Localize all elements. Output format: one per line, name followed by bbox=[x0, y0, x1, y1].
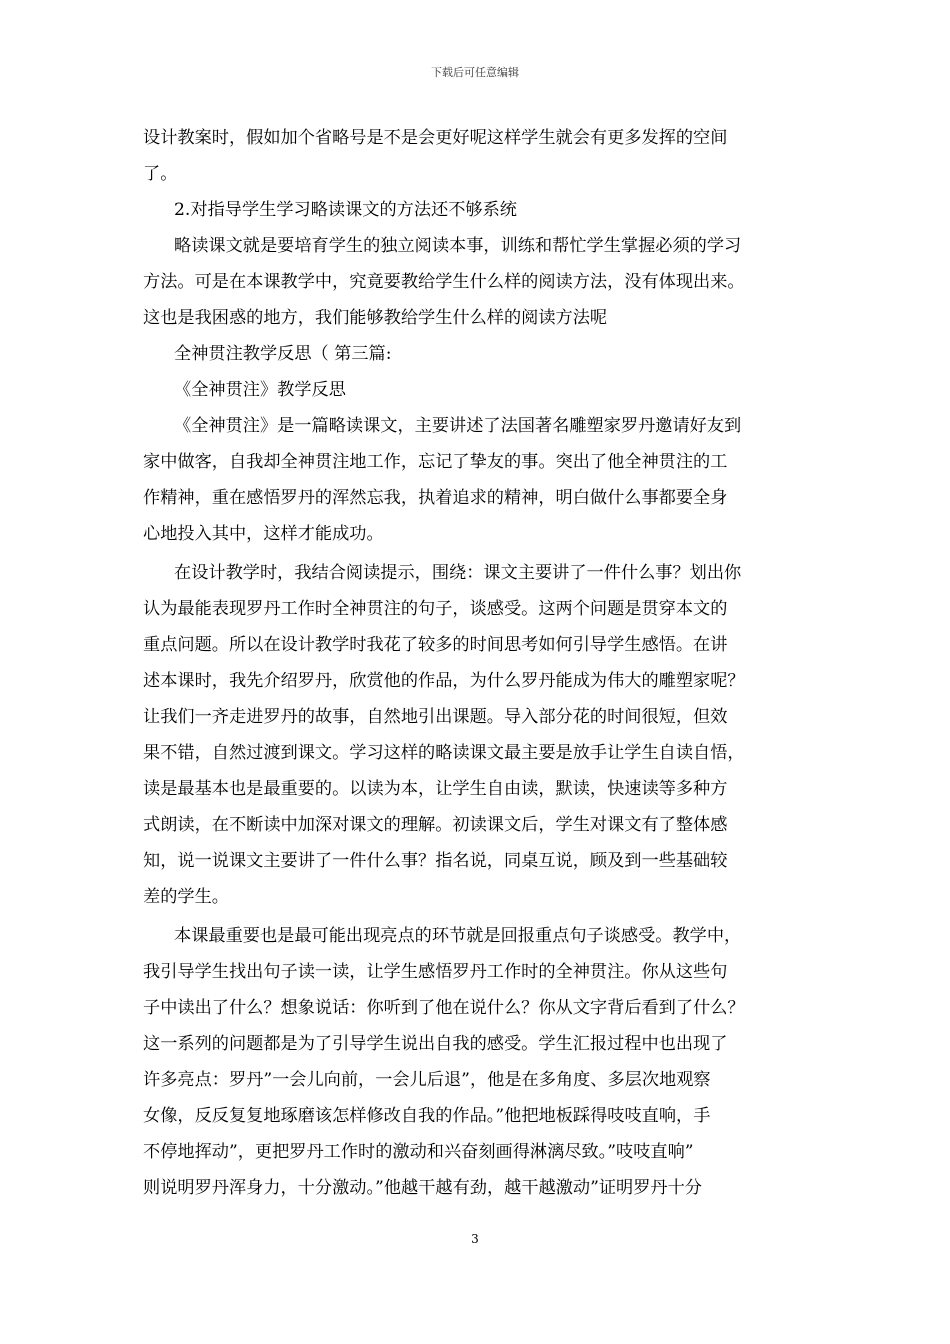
text-line: 许多亮点：罗丹”一会儿向前，一会儿后退”，他是在多角度、多层次地观察 bbox=[143, 1070, 711, 1090]
text-line: 式朗读，在不断读中加深对课文的理解。初读课文后，学生对课文有了整体感 bbox=[143, 815, 728, 835]
page-number: 3 bbox=[471, 1232, 479, 1246]
text-line: 《全神贯注》教学反思 bbox=[174, 380, 346, 400]
page-header: 下载后可任意编辑 bbox=[431, 66, 519, 79]
text-line: 这一系列的问题都是为了引导学生说出自我的感受。学生汇报过程中也出现了 bbox=[143, 1034, 728, 1054]
text-line: 在设计教学时，我结合阅读提示，围绕：课文主要讲了一件什么事？划出你 bbox=[174, 563, 742, 583]
text-line: 女像，反反复复地琢磨该怎样修改自我的作品。”他把地板踩得吱吱直响，手 bbox=[143, 1106, 711, 1126]
text-line: 这也是我困惑的地方，我们能够教给学生什么样的阅读方法呢 bbox=[143, 308, 608, 328]
text-line: 则说明罗丹浑身力，十分激动。”他越干越有劲，越干越激动”证明罗丹十分 bbox=[143, 1178, 702, 1198]
text-line: 家中做客，自我却全神贯注地工作，忘记了挚友的事。突出了他全神贯注的工 bbox=[143, 452, 728, 472]
text-line: 认为最能表现罗丹工作时全神贯注的句子，谈感受。这两个问题是贯穿本文的 bbox=[143, 599, 728, 619]
text-line: 了。 bbox=[143, 164, 178, 184]
text-line: 差的学生。 bbox=[143, 887, 229, 907]
text-line: 子中读出了什么？想象说话：你听到了他在说什么？你从文字背后看到了什么？ bbox=[143, 998, 745, 1018]
text-line: 本课最重要也是最可能出现亮点的环节就是回报重点句子谈感受。教学中， bbox=[174, 926, 742, 946]
text-line: 我引导学生找出句子读一读，让学生感悟罗丹工作时的全神贯注。你从这些句 bbox=[143, 962, 728, 982]
text-line: 方法。可是在本课教学中，究竟要教给学生什么样的阅读方法，没有体现出来。 bbox=[143, 272, 745, 292]
text-line: 2.对指导学生学习略读课文的方法还不够系统 bbox=[174, 200, 517, 220]
text-line: 《全神贯注》是一篇略读课文，主要讲述了法国著名雕塑家罗丹邀请好友到 bbox=[174, 416, 742, 436]
text-line: 果不错，自然过渡到课文。学习这样的略读课文最主要是放手让学生自读自悟， bbox=[143, 743, 745, 763]
text-line: 略读课文就是要培育学生的独立阅读本事，训练和帮忙学生掌握必须的学习 bbox=[174, 236, 742, 256]
text-line: 心地投入其中，这样才能成功。 bbox=[143, 524, 384, 544]
text-line: 知，说一说课文主要讲了一件什么事？指名说，同桌互说，顾及到一些基础较 bbox=[143, 851, 728, 871]
text-line: 让我们一齐走进罗丹的故事，自然地引出课题。导入部分花的时间很短，但效 bbox=[143, 707, 728, 727]
text-line: 设计教案时，假如加个省略号是不是会更好呢这样学生就会有更多发挥的空间 bbox=[143, 128, 728, 148]
text-line: 作精神，重在感悟罗丹的浑然忘我，执着追求的精神，明白做什么事都要全身 bbox=[143, 488, 728, 508]
text-line: 重点问题。所以在设计教学时我花了较多的时间思考如何引导学生感悟。在讲 bbox=[143, 635, 728, 655]
document-body bbox=[143, 120, 823, 1206]
text-line: 读是最基本也是最重要的。以读为本，让学生自由读，默读，快速读等多种方 bbox=[143, 779, 728, 799]
text-line: 全神贯注教学反思（ 第三篇: bbox=[174, 344, 392, 364]
text-line: 述本课时，我先介绍罗丹，欣赏他的作品，为什么罗丹能成为伟大的雕塑家呢？ bbox=[143, 671, 745, 691]
text-line: 不停地挥动”，更把罗丹工作时的激动和兴奋刻画得淋漓尽致。”吱吱直响” bbox=[143, 1142, 694, 1162]
